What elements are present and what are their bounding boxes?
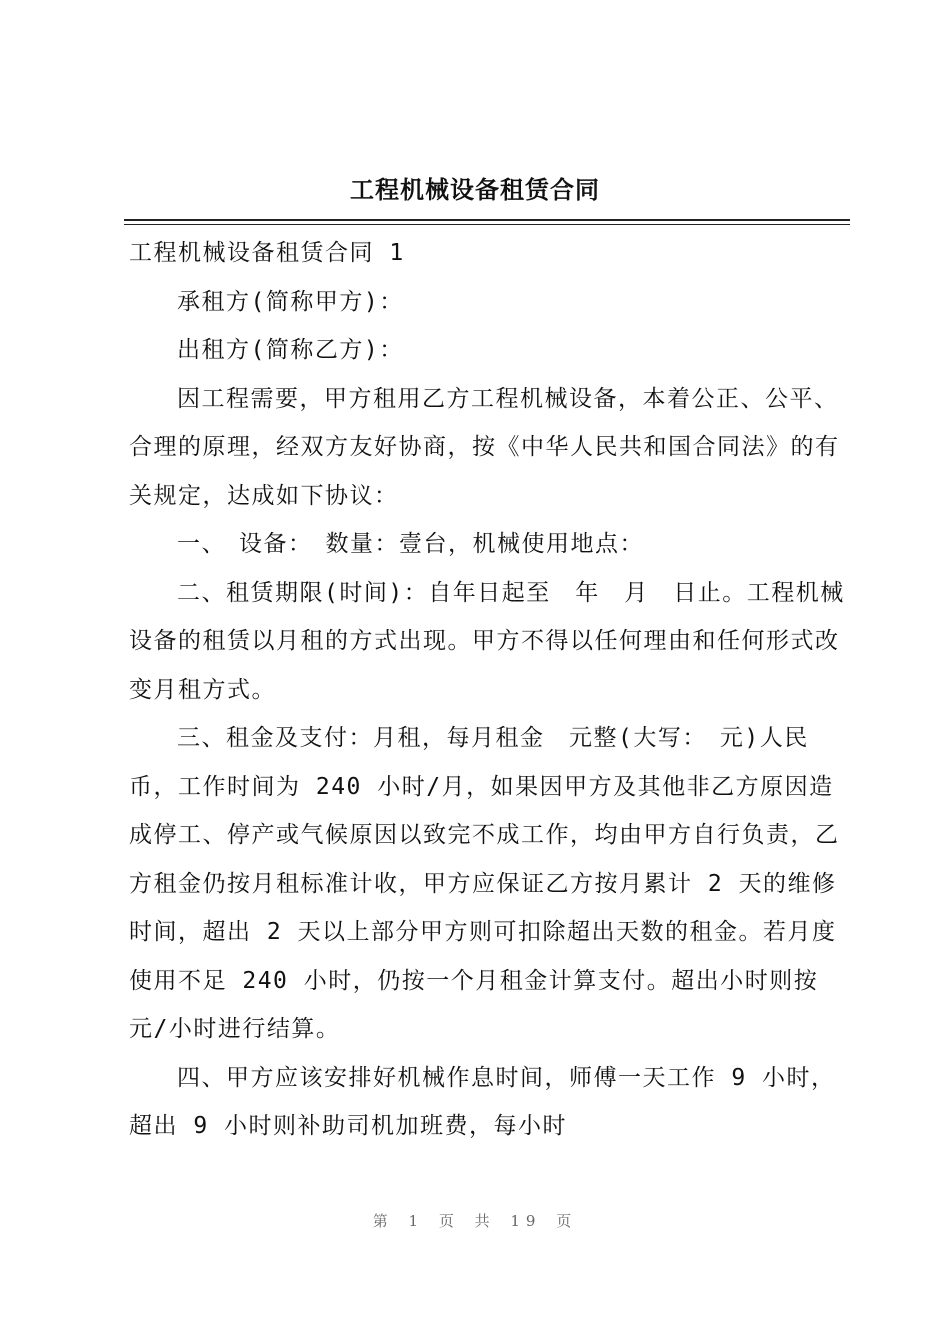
clause-lease-term: 二、租赁期限(时间)：自年日起至 年 月 日止。工程机械设备的租赁以月租的方式出现。甲方不得以任何理由和任何形式改变月租方式。: [129, 579, 845, 703]
preamble-paragraph: 因工程需要，甲方租用乙方工程机械设备，本着公正、公平、合理的原理，经双方友好协商，按《中华人民共和国合同法》的有关规定，达成如下协议：: [129, 385, 840, 509]
page-footer: 第 1 页 共 19 页: [372, 1212, 578, 1230]
title-rule-thin: [124, 224, 850, 225]
clause-working-hours: 四、甲方应该安排好机械作息时间，师傅一天工作 9 小时，超出 9 小时则补助司机加班费，每小时: [129, 1064, 836, 1139]
document-body: [129, 229, 851, 1151]
page-title: 工程机械设备租赁合同: [350, 175, 600, 204]
lessee-line: 承租方(简称甲方)：: [177, 288, 404, 315]
section-heading: 工程机械设备租赁合同 1: [129, 240, 405, 266]
clause-equipment: 一、 设备： 数量：壹台，机械使用地点：: [177, 531, 644, 557]
clause-rent-payment: 三、租金及支付：月租，每月租金 元整(大写： 元)人民币，工作时间为 240 小时/月，如果因甲方及其他非乙方原因造成停工、停产或气候原因以致完不成工作，均由甲方自行负责，乙方租金仍按月租标准计收，甲方应保证乙方按月累计 2 天的维修时间，超出 2 天以上部分甲方则可扣除超出天数的租金。若月度使用不足 240 小时，仍按一个月租金计算支付。超出小时则按 元/小时进行结算。: [129, 725, 843, 1042]
lessor-line: 出租方(简称乙方)：: [177, 337, 404, 363]
title-rule-thick: [124, 219, 850, 221]
